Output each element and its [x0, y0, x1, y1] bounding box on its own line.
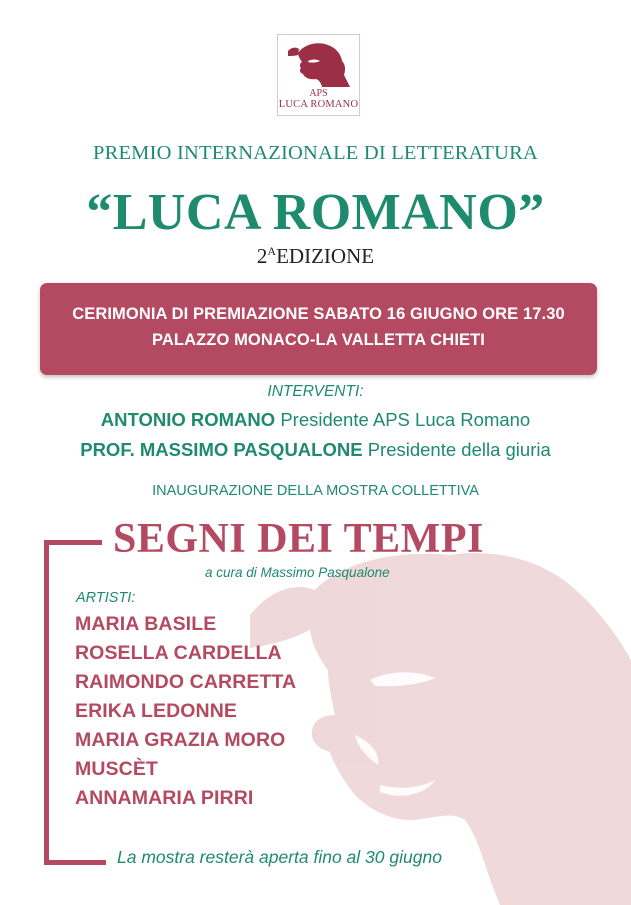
- edition-superscript: A: [267, 244, 277, 258]
- portrait-silhouette-icon: [288, 39, 350, 89]
- bracket-decoration: [44, 540, 102, 545]
- speaker-name: ANTONIO ROMANO: [100, 409, 276, 430]
- bracket-decoration: [44, 540, 49, 865]
- artist-name: ANNAMARIA PIRRI: [75, 787, 254, 809]
- award-subtitle: PREMIO INTERNAZIONALE DI LETTERATURA: [92, 142, 539, 164]
- aps-logo: [277, 34, 360, 116]
- interventi-label: INTERVENTI:: [267, 383, 364, 400]
- logo-name-text: LUCA ROMANO: [278, 99, 359, 110]
- speaker-line: [0, 409, 631, 431]
- edition-word: EDIZIONE: [276, 244, 375, 268]
- edition-number: 2: [256, 244, 268, 268]
- artist-name: MUSCÈT: [75, 758, 158, 780]
- award-title: “LUCA ROMANO”: [86, 184, 545, 241]
- artist-name: RAIMONDO CARRETTA: [75, 671, 297, 693]
- bracket-decoration: [44, 860, 106, 865]
- exhibition-inauguration: INAUGURAZIONE DELLA MOSTRA COLLETTIVA: [152, 483, 479, 499]
- ceremony-date-line: CERIMONIA DI PREMIAZIONE SABATO 16 GIUGNO ORE 17.30: [72, 305, 565, 323]
- speaker-line: [0, 439, 631, 461]
- speaker-role: Presidente APS Luca Romano: [280, 409, 531, 430]
- exhibition-curator: a cura di Massimo Pasqualone: [205, 565, 390, 580]
- speaker-role: Presidente della giuria: [367, 439, 551, 460]
- artist-name: ERIKA LEDONNE: [75, 700, 238, 722]
- ceremony-banner: [40, 283, 597, 375]
- ceremony-venue-line: PALAZZO MONACO-LA VALLETTA CHIETI: [152, 331, 485, 349]
- exhibition-title: SEGNI DEI TEMPI: [113, 516, 484, 562]
- exhibition-closing-note: La mostra resterà aperta fino al 30 giugno: [117, 847, 442, 867]
- artists-label: ARTISTI:: [76, 590, 136, 606]
- speaker-name: PROF. MASSIMO PASQUALONE: [80, 439, 363, 460]
- artist-name: MARIA BASILE: [75, 613, 217, 635]
- artist-name: ROSELLA CARDELLA: [75, 642, 282, 664]
- logo-aps-text: APS: [309, 88, 328, 99]
- edition-label: [0, 244, 631, 269]
- artist-name: MARIA GRAZIA MORO: [75, 729, 286, 751]
